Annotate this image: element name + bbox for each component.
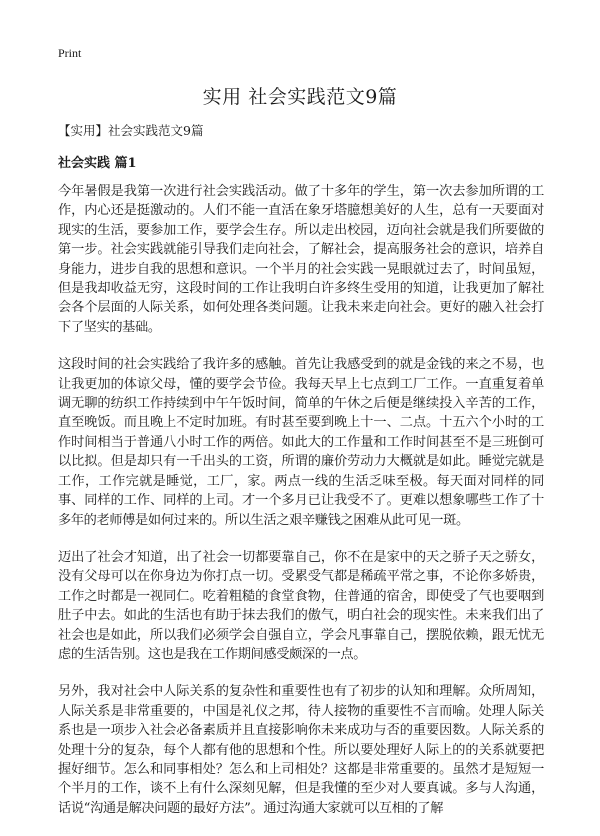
paragraph: 这段时间的社会实践给了我许多的感触。首先让我感受到的就是金钱的来之不易，也让我更加的体谅父母，懂的要学会节俭。我每天早上七点到工厂工作。一直重复着单调无聊的纺织工作持续到中午午饭时间，简单的午休之后便是继续投入辛苦的工作，直至晚饭。而且晚上不定时加班。有时甚至要到晚上十一、二点。十五六个小时的工作时间相当于普通八小时工作的两倍。如此大的工作量和工作时间甚至不是三班倒可以比拟。但是却只有一千出头的工资，所谓的廉价劳动力大概就是如此。睡觉完就是工作，工作完就是睡觉，工厂，家。两点一线的生活乏味至极。每天面对同样的同事、同样的工作、同样的上司。才一个多月已让我受不了。更难以想象哪些工作了十多年的老师傅是如何过来的。所以生活之艰辛赚钱之困难从此可见一斑。 bbox=[58, 357, 544, 528]
document-subtitle: 【实用】社会实践范文9篇 bbox=[58, 123, 204, 138]
document-title: 实用 社会实践范文9篇 bbox=[202, 86, 398, 108]
section-heading: 社会实践 篇1 bbox=[58, 156, 137, 171]
paragraph: 另外，我对社会中人际关系的复杂性和重要性也有了初步的认知和理解。众所周知，人际关系是非常重要的，中国是礼仪之邦，待人接物的重要性不言而喻。处理人际关系也是一项步入社会必备素质并且直接影响你未来成功与否的重要因数。人际关系的处理十分的复杂，每个人都有他的思想和个性。所以要处理好人际上的的关系就要把握好细节。怎么和同事相处？怎么和上司相处？这都是非常重要的。虽然才是短短一个半月的工作，谈不上有什么深刻见解，但是我懂的至少对人要真诚。多与人沟通，话说“沟通是解决问题的最好方法”。通过沟通大家就可以互相的了解 bbox=[58, 684, 544, 816]
article-body bbox=[58, 182, 544, 836]
paragraph: 迈出了社会才知道，出了社会一切都要靠自己，你不在是家中的天之骄子天之骄女，没有父母可以在你身边为你打点一切。受累受气都是稀疏平常之事，不论你多娇贵，工作之时都是一视同仁。吃着粗糙的食堂食物，住普通的宿舍，即使受了气也要咽到肚子中去。如此的生活也有助于抹去我们的傲气，明白社会的现实性。未来我们出了社会也是如此，所以我们必须学会自强自立，学会凡事靠自己，摆脱依赖，跟无忧无虑的生活告别。这也是我在工作期间感受颇深的一点。 bbox=[58, 549, 544, 662]
paragraph: 今年暑假是我第一次进行社会实践活动。做了十多年的学生，第一次去参加所谓的工作，内心还是挺激动的。人们不能一直活在象牙塔臆想美好的人生，总有一天要面对现实的生活，要参加工作，要学会生存。所以走出校园，迈向社会就是我们所要做的第一步。社会实践就能引导我们走向社会，了解社会，提高服务社会的意识，培养自身能力，进步自我的思想和意识。一个半月的社会实践一晃眼就过去了，时间虽短，但是我却收益无穷，这段时间的工作让我明白许多终生受用的知道，让我更加了解社会各个层面的人际关系，如何处理各类问题。让我未来走向社会。更好的融入社会打下了坚实的基础。 bbox=[58, 184, 544, 335]
print-link[interactable]: Print bbox=[58, 46, 82, 60]
